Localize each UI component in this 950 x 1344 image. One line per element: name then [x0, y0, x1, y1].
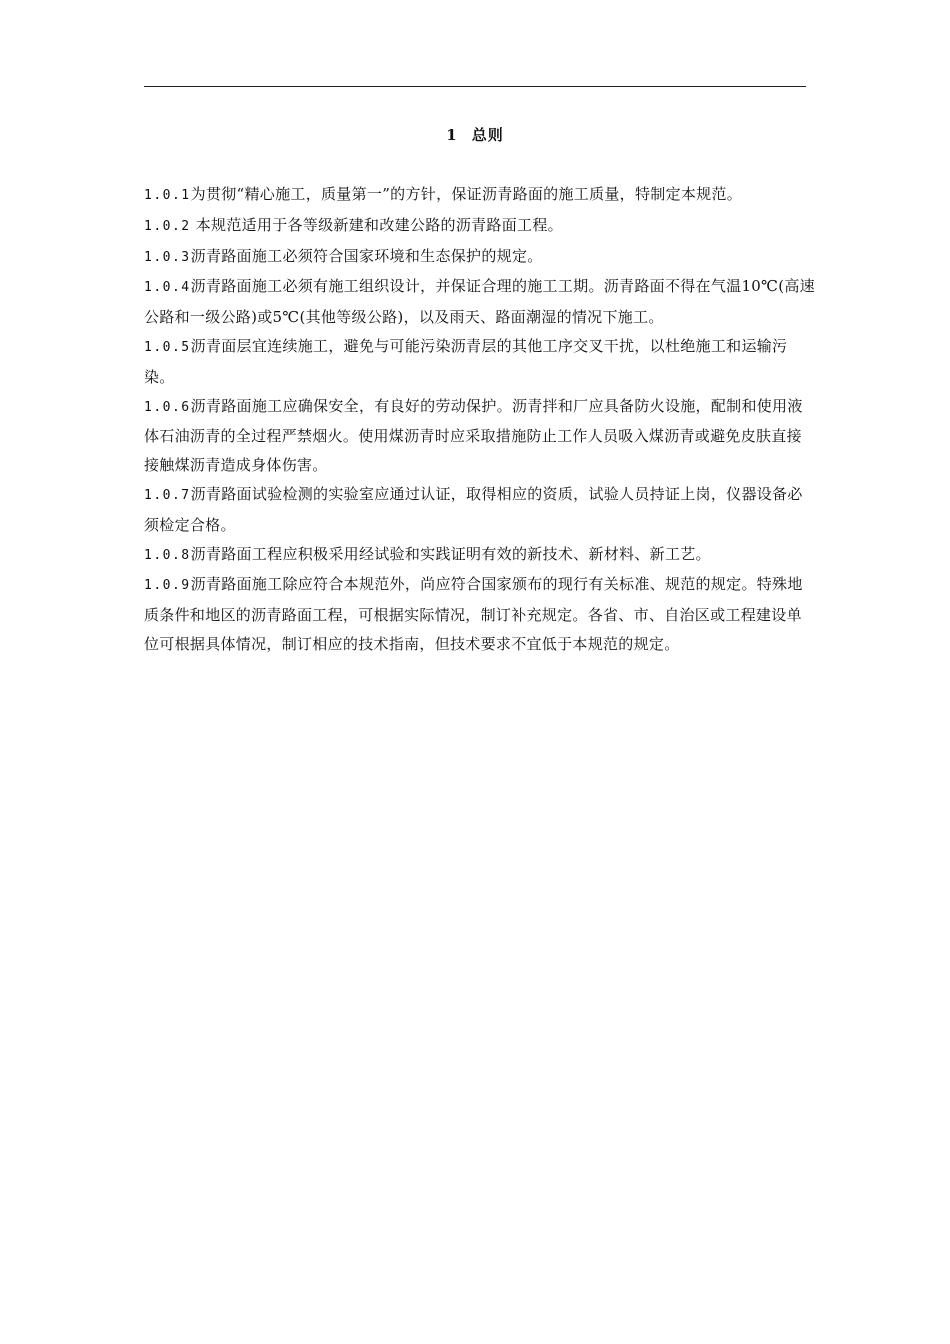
- clause-1-0-8: [144, 540, 816, 571]
- clause-number: 1.0.7: [144, 487, 191, 503]
- clause-text: 沥青路面施工必须符合国家环境和生态保护的规定。: [190, 246, 543, 265]
- clause-text: 沥青路面施工除应符合本规范外，尚应符合国家颁布的现行有关标准、规范的规定。特殊地质条件和地区的沥青路面工程，可根据实际情况，制订补充规定。各省、市、自治区或工程建设单位可根据具体情况，制订相应的技术指南，但技术要求不宜低于本规范的规定。: [144, 575, 803, 653]
- clause-list: [144, 180, 816, 659]
- clause-1-0-1: [144, 180, 816, 211]
- clause-text: 沥青面层宜连续施工，避免与可能污染沥青层的其他工序交叉干扰，以杜绝施工和运输污染。: [144, 336, 788, 386]
- clause-number: 1.0.3: [144, 249, 191, 265]
- clause-text: 沥青路面工程应积极采用经试验和实践证明有效的新技术、新材料、新工艺。: [190, 544, 711, 563]
- clause-1-0-9: [144, 570, 816, 658]
- clause-text: 为贯彻“精心施工，质量第一”的方针，保证沥青路面的施工质量，特制定本规范。: [190, 185, 743, 203]
- clause-number: 1.0.4: [144, 280, 191, 296]
- clause-number: 1.0.8: [144, 547, 191, 563]
- clause-1-0-7: [144, 480, 816, 540]
- clause-text: 沥青路面施工必须有施工组织设计，并保证合理的施工工期。沥青路面不得在气温10℃(高速公路和一级公路)或5℃(其他等级公路)，以及雨天、路面潮湿的情况下施工。: [144, 277, 815, 327]
- clause-number: 1.0.1: [144, 188, 191, 203]
- clause-text: 本规范适用于各等级新建和改建公路的沥青路面工程。: [195, 215, 563, 234]
- clause-number: 1.0.5: [144, 339, 191, 355]
- clause-number: 1.0.6: [144, 399, 191, 415]
- clause-text: 沥青路面施工应确保安全，有良好的劳动保护。沥青拌和厂应具备防火设施，配制和使用液体石油沥青的全过程严禁烟火。使用煤沥青时应采取措施防止工作人员吸入煤沥青或避免皮肤直接接触煤沥青造成身体伤害。: [144, 396, 803, 475]
- chapter-title: [144, 124, 806, 145]
- clause-1-0-3: [144, 242, 816, 273]
- clause-1-0-5: [144, 332, 816, 392]
- chapter-number: 1: [446, 126, 458, 144]
- clause-number: 1.0.9: [144, 578, 191, 594]
- clause-1-0-2: [144, 211, 816, 242]
- clause-number: 1.0.2: [144, 218, 191, 234]
- header-rule: [144, 86, 806, 87]
- clause-text: 沥青路面试验检测的实验室应通过认证，取得相应的资质，试验人员持证上岗，仪器设备必须检定合格。: [144, 484, 803, 534]
- clause-1-0-4: [144, 272, 816, 332]
- clause-1-0-6: [144, 392, 816, 480]
- chapter-heading: 总则: [471, 126, 504, 144]
